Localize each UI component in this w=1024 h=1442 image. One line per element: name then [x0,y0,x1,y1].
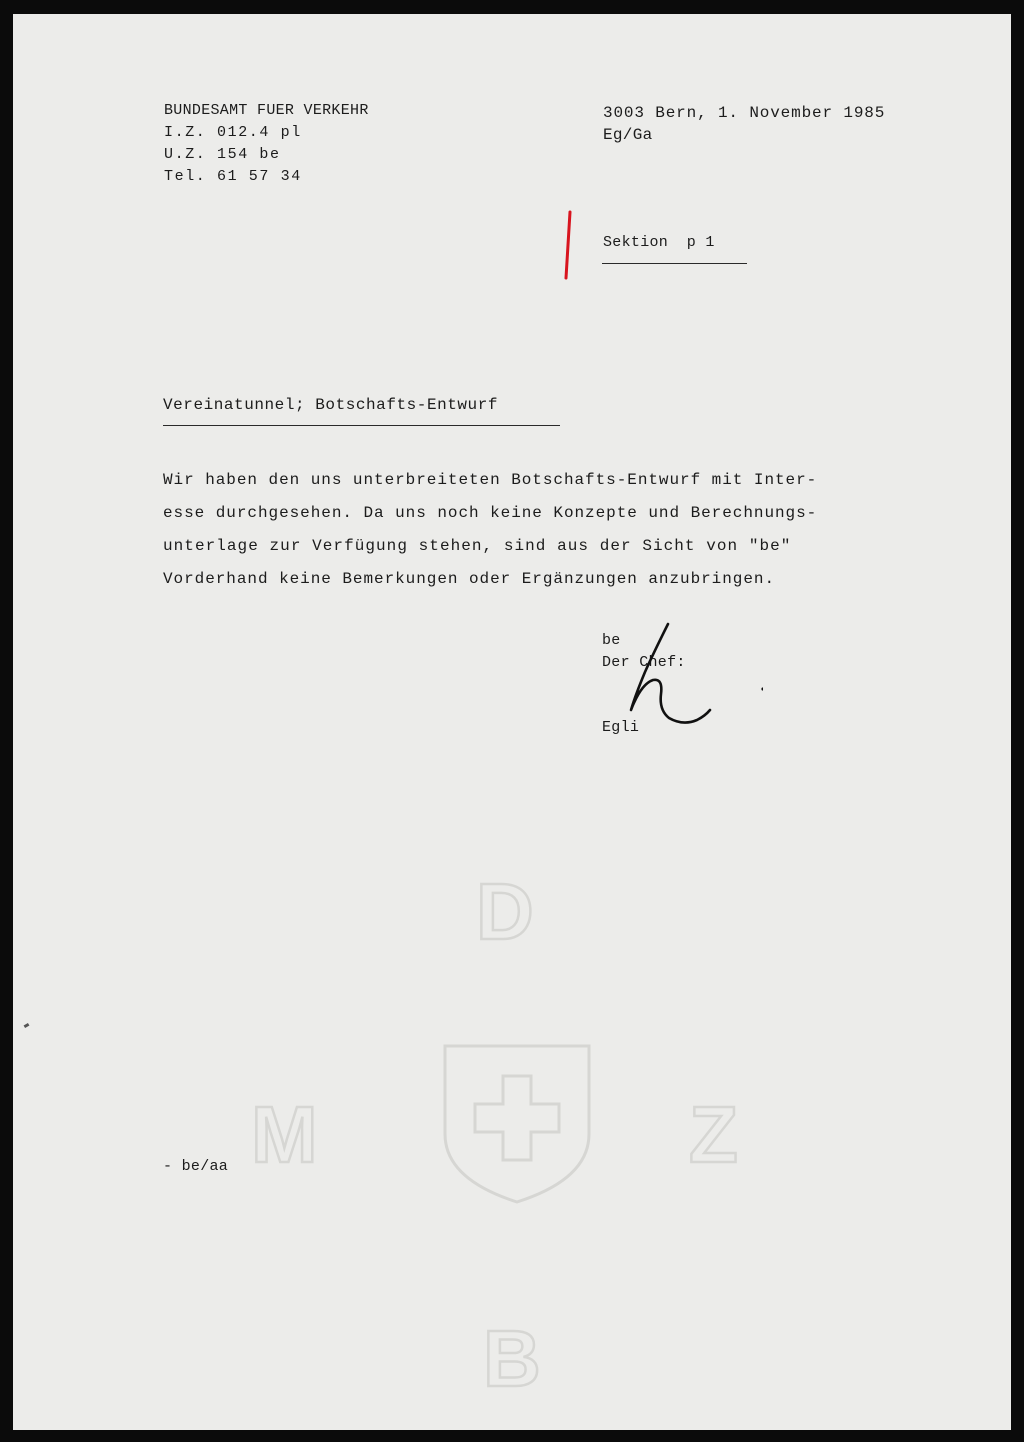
watermark-letter-d: D [476,867,534,956]
recipient-underline [602,263,747,264]
signature-unit: be [602,632,621,649]
sender-phone: Tel. 61 57 34 [164,168,302,185]
signature-name: Egli [602,719,640,736]
sender-ref-iz: I.Z. 012.4 pl [164,124,302,141]
handwritten-signature [613,614,763,744]
body-line-1: Wir haben den uns unterbreiteten Botschafts-Entwurf mit Inter- [163,471,818,489]
watermark-letter-b: B [483,1314,541,1403]
distribution-note: - be/aa [163,1158,229,1175]
date-line: 3003 Bern, 1. November 1985 [603,104,886,122]
swiss-shield-icon [445,1046,589,1202]
body-line-2: esse durchgesehen. Da uns noch keine Konzepte und Berechnungs- [163,504,818,522]
signature-role: Der Chef: [602,654,686,671]
watermark [13,14,1011,1430]
subject-line: Vereinatunnel; Botschafts-Entwurf [163,396,499,414]
body-line-4: Vorderhand keine Bemerkungen oder Ergänzungen anzubringen. [163,570,775,588]
watermark-letter-z: Z [689,1090,738,1179]
body-line-3: unterlage zur Verfügung stehen, sind aus der Sicht von "be" [163,537,792,555]
watermark-letter-m: M [251,1090,318,1179]
recipient-section: Sektion p 1 [603,234,715,251]
sender-office: BUNDESAMT FUER VERKEHR [164,102,369,119]
subject-underline [163,425,560,426]
red-check-mark [560,210,580,282]
date-initials: Eg/Ga [603,126,653,144]
swiss-cross-icon [475,1076,559,1160]
letter-page [13,14,1011,1430]
sender-ref-uz: U.Z. 154 be [164,146,281,163]
